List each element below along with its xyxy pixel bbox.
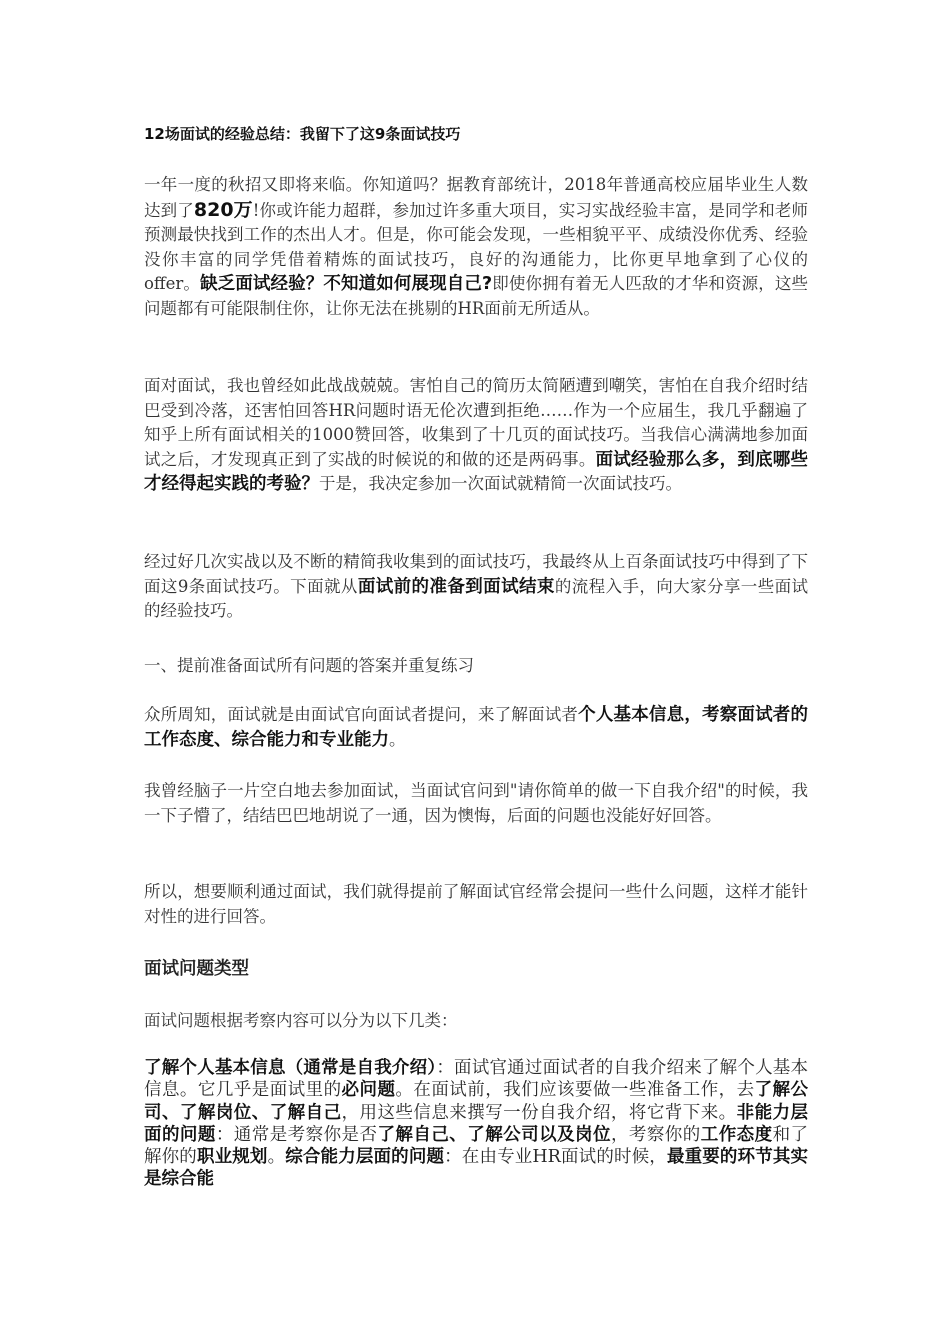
category-text-8: ：在由专业HR面试的时候， <box>444 1147 667 1168</box>
know-company-label: 了解公司、了解岗位、了解自己 <box>144 1080 809 1123</box>
experience-text-2: 于是，我决定参加一次面试就精简一次面试技巧。 <box>319 474 682 494</box>
definition-text-2: 。 <box>389 729 406 749</box>
category-non-ability: 非能力层面的问题 <box>144 1102 809 1145</box>
category-basic-info: 了解个人基本信息（通常是自我介绍） <box>144 1058 437 1078</box>
intro-text-1: 一年一度的秋招又即将来临。你知道吗？据教育部统计，2018年普通高校应届毕业生人数达到了 <box>144 175 808 220</box>
section-heading-1: 一、提前准备面试所有问题的答案并重复练习 <box>144 656 474 675</box>
category-text-6: 和了解你的 <box>144 1124 809 1168</box>
paragraph-preparation: 所以，想要顺利通过面试，我们就得提前了解面试官经常会提问一些什么问题，这样才能针对性的进行回答。 <box>144 882 808 926</box>
category-text-4: ：通常是考察你是否 <box>215 1124 378 1145</box>
paragraph-anecdote: 我曾经脑子一片空白地去参加面试，当面试官问到"请你简单的做一下自我介绍"的时候，我一下子懵了，结结巴巴地胡说了一通，因为懊悔，后面的问题也没能好好回答。 <box>144 781 808 825</box>
intro-text-2: !你或许能力超群，参加过许多重大项目，实习实战经验丰富，是同学和老师预测最快找到工作的杰出人才。但是，你可能会发现，一些相貌平平、成绩没你优秀、经验没你丰富的同学凭借着精炼的面试技巧，良好的沟通能力，比你更早地拿到了心仪的offer。 <box>144 200 808 294</box>
definition-emphasis: 个人基本信息，考察面试者的工作态度、综合能力和专业能力 <box>144 705 809 750</box>
paragraph-categories-intro: 面试问题根据考察内容可以分为以下几类： <box>144 1011 458 1030</box>
category-text-1: ：面试官通过面试者的自我介绍来了解个人基本信息。它几乎是面试里的 <box>144 1058 809 1101</box>
work-attitude-label: 工作态度 <box>700 1124 773 1145</box>
paragraph-summary <box>144 550 808 624</box>
category-comprehensive: 综合能力层面的问题 <box>285 1147 445 1168</box>
know-self-label: 了解自己、了解公司以及岗位 <box>377 1124 611 1145</box>
must-ask-label: 必问题 <box>341 1080 396 1101</box>
intro-question: 缺乏面试经验？不知道如何展现自己? <box>200 274 493 295</box>
paragraph-question-categories <box>144 1057 808 1191</box>
paragraph-definition <box>144 703 808 752</box>
summary-text-2: 的流程入手，向大家分享一些面试的经验技巧。 <box>144 576 809 621</box>
category-text-7: 。 <box>267 1147 286 1168</box>
summary-text-1: 经过好几次实战以及不断的精简我收集到的面试技巧，我最终从上百条面试技巧中得到了下面这9条面试技巧。下面就从 <box>144 552 808 596</box>
article-title: 12场面试的经验总结：我留下了这9条面试技巧 <box>144 125 461 143</box>
experience-question: 面试经验那么多，到底哪些才经得起实践的考验？ <box>144 449 809 495</box>
category-text-2: 。在面试前，我们应该要做一些准备工作，去 <box>395 1080 755 1101</box>
subheading-question-types: 面试问题类型 <box>144 959 249 979</box>
intro-text-3: 即使你拥有着无人匹敌的才华和资源，这些问题都有可能限制住你，让你无法在挑剔的HR面前无所适从。 <box>144 274 808 318</box>
definition-text-1: 众所周知，面试就是由面试官向面试者提问，来了解面试者 <box>144 705 579 724</box>
experience-text-1: 面对面试，我也曾经如此战战兢兢。害怕自己的简历太简陋遭到嘲笑，害怕在自我介绍时结巴受到冷落，还害怕回答HR问题时语无伦次遭到拒绝……作为一个应届生，我几乎翻遍了知乎上所有面试相关的1000赞回答，收集到了十几页的面试技巧。当我信心满满地参加面试之后，才发现真正到了实战的时候说的和做的还是两码事。 <box>144 376 808 469</box>
most-important-label: 最重要的环节其实是综合能 <box>144 1147 809 1190</box>
paragraph-intro <box>144 173 808 322</box>
graduate-count: 820万 <box>193 198 253 221</box>
category-text-5: ，考察你的 <box>610 1124 701 1145</box>
paragraph-experience <box>144 374 808 497</box>
summary-emphasis: 面试前的准备到面试结束 <box>357 576 555 597</box>
category-text-3: ，用这些信息来撰写一份自我介绍，将它背下来。 <box>341 1102 737 1123</box>
career-plan-label: 职业规划 <box>196 1147 268 1168</box>
